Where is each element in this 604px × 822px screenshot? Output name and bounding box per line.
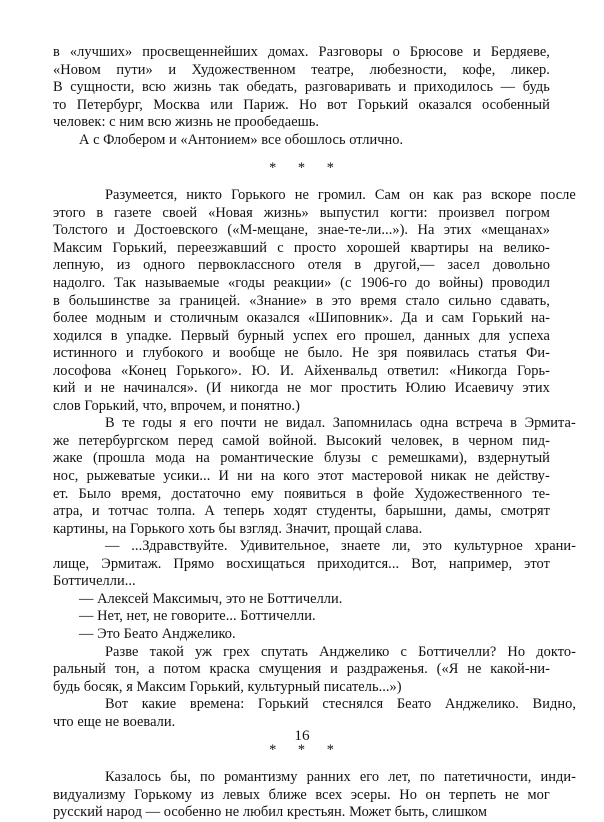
text-line: что еще не воевали. <box>53 713 176 730</box>
asterism-glyphs: * * * <box>269 159 343 176</box>
text-line: — Это Беато Анджелико. <box>79 625 236 642</box>
text-line: ральный тон, а потом краска смущения и раздраженья. («Я не какой-ни- <box>53 661 550 678</box>
text-line: видуализму Горькому из левых ближе всех эсеры. Но он терпеть не мог <box>53 786 550 803</box>
text-line: то Петербург, Москва или Париж. Но вот Горький оказался особенный <box>53 96 550 113</box>
text-line: жаке (прошла мода на романтические блузы с ремешками), вздернутый <box>53 450 550 467</box>
text-line: Максим Горький, переезжавший с просто хорошей квартиры на велико- <box>53 239 550 256</box>
text-line: — Нет, нет, не говорите... Боттичелли. <box>79 608 316 625</box>
text-line: лище, Эрмитаж. Прямо восхищаться приходится... Вот, например, этот <box>53 555 550 572</box>
paragraph <box>53 643 576 697</box>
page-text-body <box>53 44 576 822</box>
text-line: человек: с ним всю жизнь не прообедаешь. <box>53 114 320 131</box>
paragraph <box>53 44 550 132</box>
paragraph <box>53 696 576 731</box>
text-line: Разве такой уж грех спутать Анджелико с Боттичелли? Но докто- <box>105 643 576 660</box>
paragraph <box>53 187 576 415</box>
text-line: же петербургском перед самой войной. Высокий человек, в черном пид- <box>53 432 550 449</box>
text-line: атра, и тотчас толпа. А теперь ходят студенты, барышни, дамы, смотрят <box>53 503 550 520</box>
dialogue-line <box>53 626 550 644</box>
paragraph <box>53 132 550 150</box>
paragraph <box>53 415 576 538</box>
paragraph <box>53 769 576 822</box>
text-line: в «лучших» просвещеннейших домах. Разговоры о Брюсове и Бердяеве, <box>53 44 550 60</box>
text-line: Вот какие времена: Горький стеснялся Беато Анджелико. Видно, <box>105 696 576 713</box>
section-separator <box>53 149 550 187</box>
text-line: В те годы я его почти не видал. Запомнилась одна встреча в Эрмита- <box>105 415 576 432</box>
page-number: 16 <box>294 727 310 744</box>
dialogue-line <box>53 608 550 626</box>
text-line: слов Горький, что, впрочем, и понятно.) <box>53 397 300 414</box>
text-line: будь босяк, я Максим Горький, культурный писатель...») <box>53 678 402 695</box>
text-line: А с Флобером и «Антонием» все обошлось отлично. <box>79 131 404 148</box>
text-line: истинного и глубокого и вообще не было. Не зря появилась статья Фи- <box>53 345 550 362</box>
text-line: этого в газете своей «Новая жизнь» выпустил когти: произвел погром <box>53 204 550 221</box>
text-line: нос, рыжеватые усики... И ни на кого этот мастеровой никак не действу- <box>53 468 550 485</box>
text-line: — ...Здравствуйте. Удивительное, знаете ли, это культурное храни- <box>105 538 576 555</box>
text-line: русский народ — особенно не любил крестьян. Может быть, слишком <box>53 804 488 821</box>
text-line: Казалось бы, по романтизму ранних его лет, по патетичности, инди- <box>105 769 576 786</box>
text-line: надолго. Так называемые «годы реакции» (с 1906-го до войны) проводил <box>53 275 550 292</box>
text-line: картины, на Горького хоть бы взгляд. Значит, прощай слава. <box>53 520 423 537</box>
text-line: кий и не начинался». (И никогда не мог простить Юлию Исаевичу этих <box>53 380 550 397</box>
text-line: в большинстве за границей. «Знание» в это время стало сильно сдавать, <box>53 292 550 309</box>
text-line: В сущности, всю жизнь так обедать, разговаривать и приходилось — будь <box>53 79 550 96</box>
text-line: более модным и столичным оказался «Шиповник». Да и сам Горький на- <box>53 310 550 327</box>
text-line: ходился в упадке. Первый бурный успех его прошел, данных для успеха <box>53 327 550 344</box>
text-line: Толстого и Достоевского («М-мещане, знае-те-ли...»). На этих «мещанах» <box>53 222 550 239</box>
text-line: Боттичелли... <box>53 573 136 590</box>
text-line: — Алексей Максимыч, это не Боттичелли. <box>79 590 343 607</box>
text-line: лепную, из одного первоклассного отеля в другой,— засел довольно <box>53 257 550 274</box>
asterism-glyphs: * * * <box>269 741 343 758</box>
text-line: лософова «Конец Горького». Ю. И. Айхенвальд ответил: «Никогда Горь- <box>53 362 550 379</box>
paragraph <box>53 538 576 591</box>
text-line: «Новом пути» и Художественном театре, любезности, кофе, ликер. <box>53 61 550 78</box>
text-line: Разумеется, никто Горького не громил. Сам он как раз вскоре после <box>105 187 576 204</box>
dialogue-line <box>53 591 550 609</box>
text-line: ет. Было время, достаточно ему появиться в фойе Художественного те- <box>53 485 550 502</box>
